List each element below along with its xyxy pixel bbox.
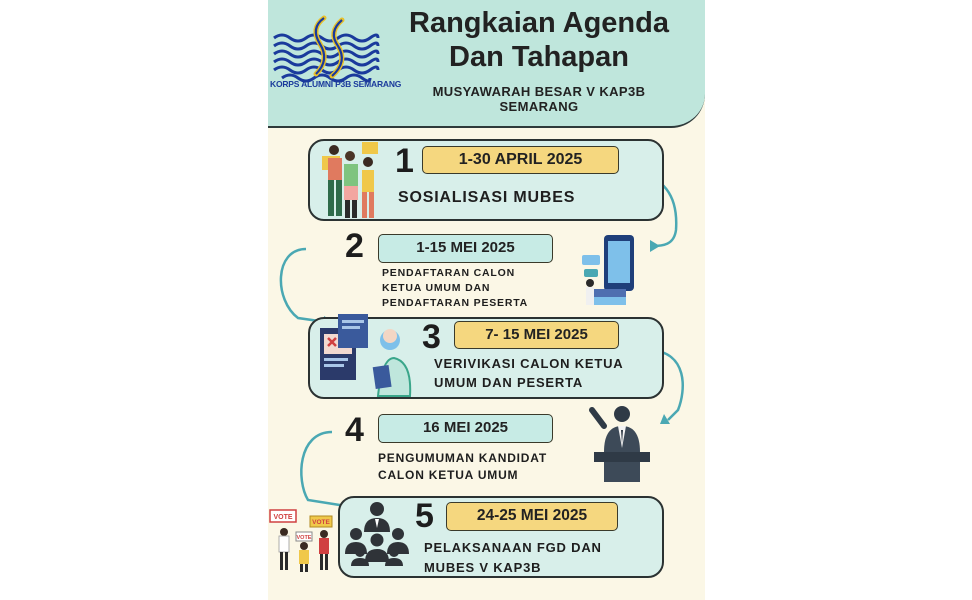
step-5-desc-line: PELAKSANAAN FGD DAN [424, 540, 602, 555]
step-4-desc-line: PENGUMUMAN KANDIDAT [378, 451, 547, 465]
vote-sign-label: VOTE [273, 514, 293, 521]
vote-sign-label: VOTE [312, 519, 330, 526]
step-2-desc-line: PENDAFTARAN PESERTA [382, 297, 529, 309]
title-line-1: Rangkaian Agenda [409, 7, 669, 39]
step-5-date: 24-25 MEI 2025 [446, 502, 618, 531]
step-4-date: 16 MEI 2025 [378, 414, 553, 443]
step-3-desc-line: VERIVIKASI CALON KETUA [434, 356, 624, 371]
step-4-desc-line: CALON KETUA UMUM [378, 468, 519, 482]
logo-caption: KORPS ALUMNI P3B SEMARANG [270, 79, 402, 89]
step-3-number: 3 [422, 318, 441, 356]
step-5-description [424, 538, 602, 578]
vote-sign-label: VOTE [296, 535, 312, 541]
subtitle-line-1: MUSYAWARAH BESAR V KAP3B [432, 84, 646, 99]
step-2-number: 2 [345, 227, 364, 265]
poster [268, 0, 705, 600]
subtitle-line-2: SEMARANG [499, 99, 579, 114]
protest-crowd-illustration-icon [320, 138, 384, 222]
phone-reading-illustration-icon [578, 233, 638, 311]
step-3-desc-line: UMUM DAN PESERTA [434, 375, 584, 390]
step-3-date: 7- 15 MEI 2025 [454, 321, 619, 349]
step-3-description [434, 354, 624, 392]
step-5-desc-line: MUBES V KAP3B [424, 560, 542, 575]
step-5-number: 5 [415, 497, 434, 535]
step-1-description [398, 188, 575, 208]
leader-group-illustration-icon [342, 500, 412, 568]
step-4-number: 4 [345, 411, 364, 449]
arrow-4-to-5 [301, 432, 346, 506]
title-line-2: Dan Tahapan [449, 41, 629, 73]
voting-people-illustration-icon [268, 508, 340, 574]
step-2-desc-line: KETUA UMUM DAN [382, 282, 491, 294]
step-4-description [378, 450, 547, 484]
step-2-desc-line: PENDAFTARAN CALON [382, 267, 515, 279]
speaker-at-podium-illustration-icon [590, 404, 652, 484]
step-1-desc-line: SOSIALISASI MUBES [398, 189, 576, 206]
document-verification-illustration-icon [312, 312, 416, 400]
step-1-date: 1-30 APRIL 2025 [422, 146, 619, 174]
step-2-date: 1-15 MEI 2025 [378, 234, 553, 263]
step-2-description [382, 266, 528, 311]
step-1-number: 1 [395, 142, 414, 180]
